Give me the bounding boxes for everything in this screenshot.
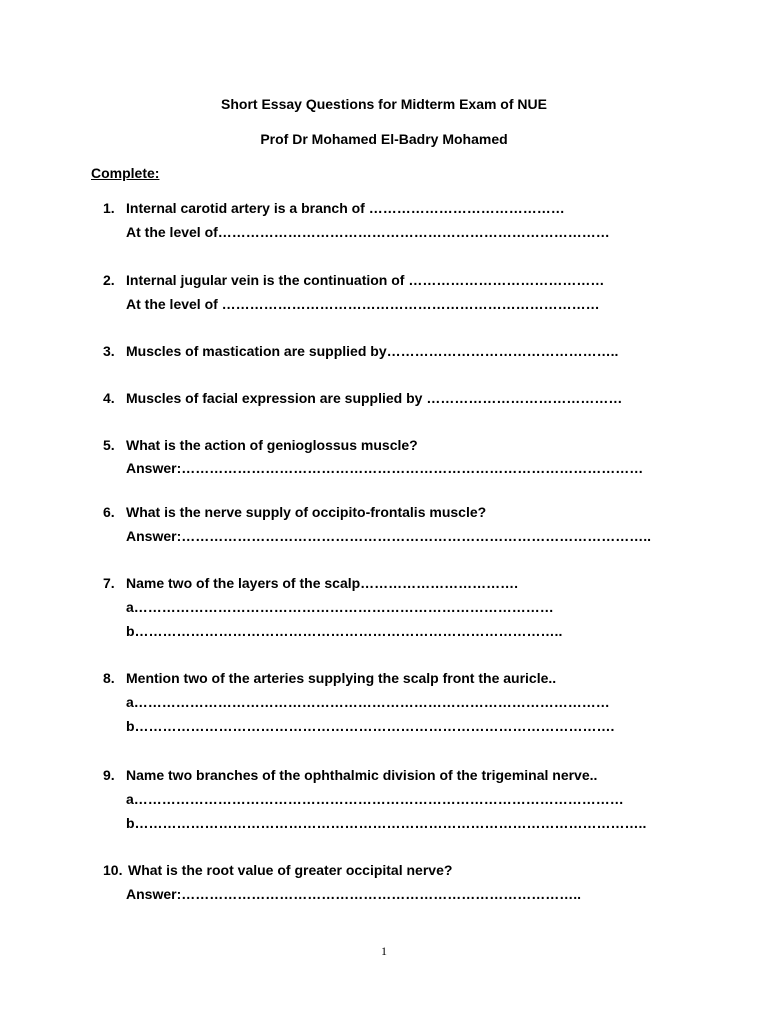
answer-blank-b: b……………………………………………………………………………….. — [126, 623, 563, 639]
question-text: What is the nerve supply of occipito-frontalis muscle? — [126, 504, 487, 520]
answer-blank-b: b……………………………………………………………………………………………….. — [126, 815, 647, 831]
answer-blank-a: a……………………………………………………………………………… — [126, 599, 554, 615]
question-text: What is the root value of greater occipital nerve? — [128, 862, 453, 878]
question-number: 2. — [103, 272, 115, 288]
question-text: Name two branches of the ophthalmic division of the trigeminal nerve.. — [126, 767, 598, 783]
section-heading: Complete: — [91, 165, 160, 181]
question-text: What is the action of genioglossus muscle? — [126, 437, 418, 453]
question-number: 8. — [103, 670, 115, 686]
answer-blank-a: a…………………………………………………………………………………………… — [126, 791, 624, 807]
question-number: 1. — [103, 200, 115, 216]
question-number: 5. — [103, 437, 115, 453]
question-number: 9. — [103, 767, 115, 783]
answer-blank: Answer:………………………………………………………………………….. — [126, 886, 582, 902]
answer-blank: Answer:……………………………………………………………………………………… — [126, 460, 644, 476]
question-text: Muscles of mastication are supplied by………………………………………….. — [126, 343, 619, 359]
author-line: Prof Dr Mohamed El-Badry Mohamed — [260, 131, 508, 147]
question-text: Mention two of the arteries supplying the scalp front the auricle.. — [126, 670, 557, 686]
answer-blank: At the level of ……………………………………………………………………… — [126, 296, 600, 312]
question-text: Name two of the layers of the scalp……………………………. — [126, 575, 519, 591]
question-text: Internal carotid artery is a branch of …………………………………… — [126, 200, 565, 216]
answer-blank-a: a………………………………………………………………………………………… — [126, 694, 610, 710]
question-number: 7. — [103, 575, 115, 591]
question-number: 6. — [103, 504, 115, 520]
question-text: Internal jugular vein is the continuation of …………………………………… — [126, 272, 605, 288]
question-text: Muscles of facial expression are supplied by …………………………………… — [126, 390, 623, 406]
answer-blank: At the level of………………………………………………………………………… — [126, 224, 610, 240]
page-title: Short Essay Questions for Midterm Exam of NUE — [221, 96, 547, 112]
answer-blank-b: b…………………………………………………………………………………………. — [126, 718, 615, 734]
question-number: 3. — [103, 343, 115, 359]
page-number: 1 — [381, 944, 387, 958]
answer-blank: Answer:……………………………………………………………………………………….. — [126, 528, 652, 544]
question-number: 10. — [103, 862, 123, 878]
question-number: 4. — [103, 390, 115, 406]
